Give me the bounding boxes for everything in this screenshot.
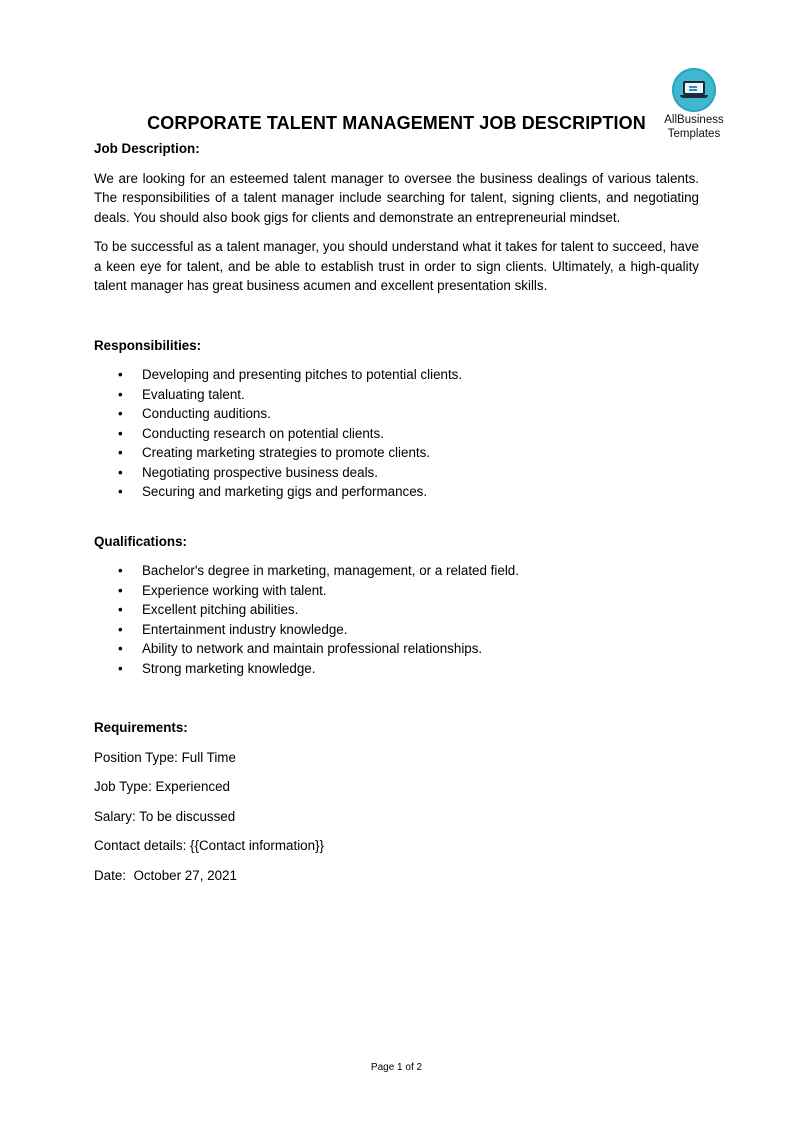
job-description-paragraph-1: We are looking for an esteemed talent manager to oversee the business dealings of various talents. The responsibilities of a talent manager include searching for talent, signing clients, and negotiating deals. You should also book gigs for clients and demonstrate an entrepreneurial mindset.	[94, 170, 699, 225]
list-item	[94, 443, 699, 463]
list-item	[94, 404, 699, 424]
list-item-text: Bachelor's degree in marketing, management, or a related field.	[142, 563, 519, 578]
bullet-icon: •	[118, 602, 123, 617]
job-type-line: Job Type: Experienced	[94, 779, 230, 794]
list-item-text: Ability to network and maintain professional relationships.	[142, 641, 483, 656]
list-item-text: Evaluating talent.	[142, 386, 245, 402]
list-item-text: Excellent pitching abilities.	[142, 602, 299, 617]
responsibilities-list	[94, 365, 699, 502]
list-item-text: Securing and marketing gigs and performances.	[142, 484, 428, 499]
bullet-icon: •	[118, 563, 123, 578]
list-item-text: Conducting auditions.	[142, 406, 271, 421]
list-item	[94, 620, 699, 640]
salary-line: Salary: To be discussed	[94, 808, 236, 824]
list-item	[94, 600, 699, 620]
bullet-icon: •	[118, 406, 123, 421]
document-title: CORPORATE TALENT MANAGEMENT JOB DESCRIPTION	[147, 113, 646, 133]
list-item-text: Creating marketing strategies to promote clients.	[142, 445, 431, 460]
bullet-icon: •	[118, 582, 123, 598]
bullet-icon: •	[118, 367, 123, 382]
requirements-heading: Requirements:	[94, 720, 188, 735]
bullet-icon: •	[118, 621, 123, 637]
list-item	[94, 424, 699, 444]
bullet-icon: •	[118, 660, 123, 676]
list-item-text: Developing and presenting pitches to potential clients.	[142, 367, 463, 382]
list-item-text: Strong marketing knowledge.	[142, 660, 316, 676]
qualifications-heading: Qualifications:	[94, 533, 188, 549]
qualifications-list	[94, 561, 699, 678]
logo-text-line2: Templates	[667, 128, 721, 140]
responsibilities-heading: Responsibilities:	[94, 337, 202, 353]
bullet-icon: •	[118, 484, 123, 499]
list-item	[94, 463, 699, 483]
contact-details-line: Contact details: {{Contact information}}	[94, 838, 325, 853]
list-item	[94, 561, 699, 581]
job-description-heading: Job Description:	[94, 141, 200, 156]
list-item	[94, 385, 699, 405]
date-line: Date: October 27, 2021	[94, 867, 237, 883]
list-item	[94, 365, 699, 385]
bullet-icon: •	[118, 464, 123, 480]
list-item-text: Experience working with talent.	[142, 582, 327, 598]
document-body	[94, 139, 699, 885]
bullet-icon: •	[118, 445, 123, 460]
list-item-text: Conducting research on potential clients.	[142, 425, 384, 441]
list-item	[94, 659, 699, 679]
list-item-text: Entertainment industry knowledge.	[142, 621, 348, 637]
list-item	[94, 639, 699, 659]
list-item-text: Negotiating prospective business deals.	[142, 464, 378, 480]
job-description-paragraph-2: To be successful as a talent manager, you should understand what it takes for talent to succeed, have a keen eye for talent, and be able to establish trust in order to sign clients. Ultimately, a high-quality talent manager has great business acumen and excellent presentation skills.	[94, 239, 699, 293]
bullet-icon: •	[118, 641, 123, 656]
position-type-line: Position Type: Full Time	[94, 749, 236, 765]
list-item	[94, 581, 699, 601]
bullet-icon: •	[118, 425, 123, 441]
list-item	[94, 482, 699, 502]
logo-text-line1: AllBusiness	[664, 114, 724, 126]
laptop-icon	[672, 68, 716, 112]
page-number-footer: Page 1 of 2	[370, 1062, 423, 1073]
bullet-icon: •	[118, 386, 123, 402]
